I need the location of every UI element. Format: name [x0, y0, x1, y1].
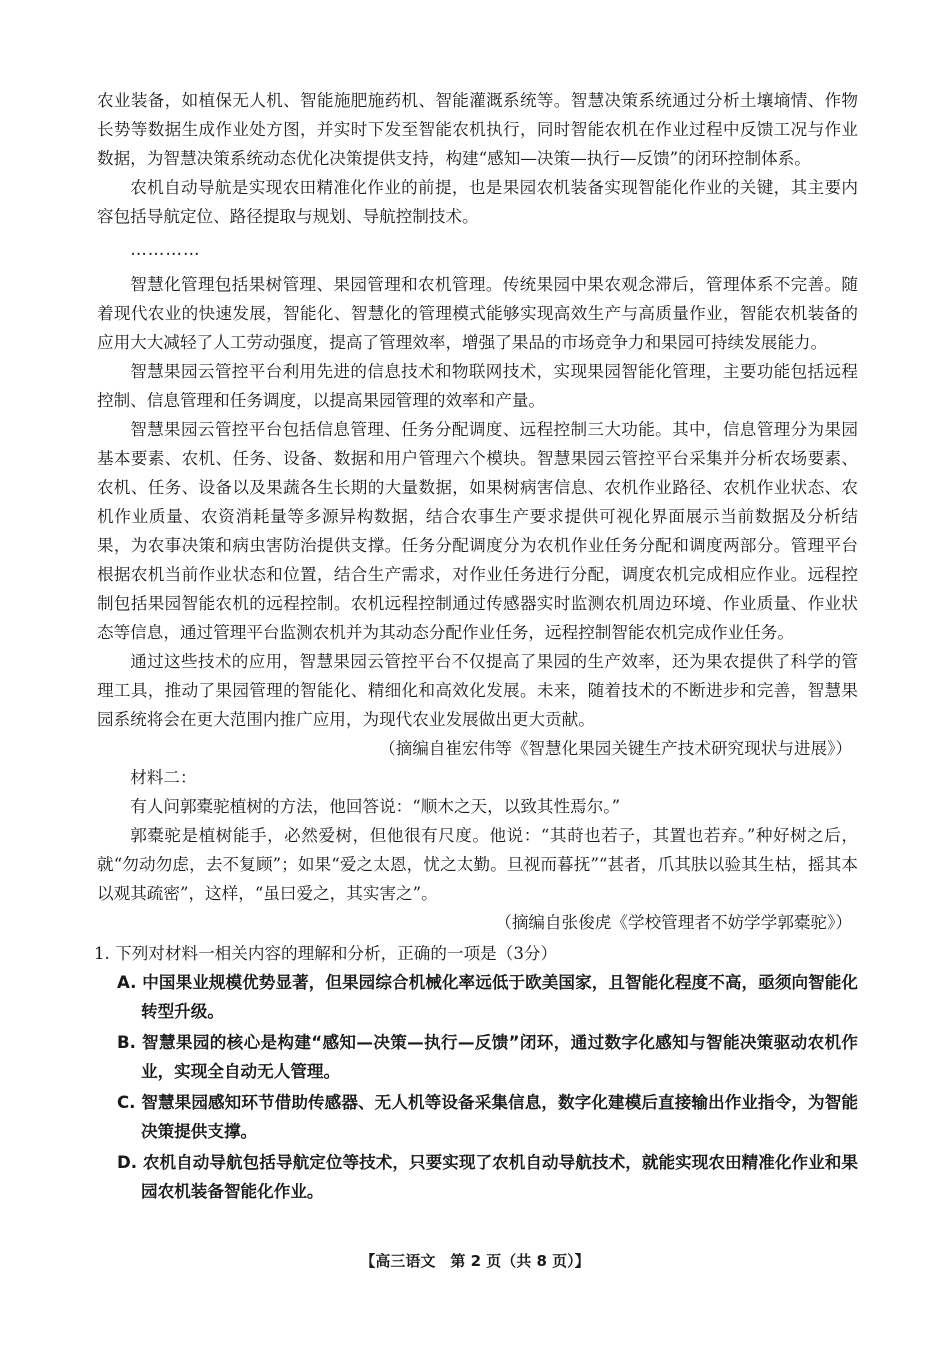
material1-paragraph: 智慧果园云管控平台包括信息管理、任务分配调度、远程控制三大功能。其中，信息管理分为果园基本要素、农机、任务、设备、数据和用户管理六个模块。智慧果园云管控平台采集并分析农场要素、农机、任务、设备以及果蔬各生长期的大量数据，如果树病害信息、农机作业路径、农机作业状态、农机作业质量、农资消耗量等多源异构数据，结合农事生产要求提供可视化界面展示当前数据及分析结果，为农事决策和病虫害防治提供支撑。任务分配调度分为农机作业任务分配和调度两部分。管理平台根据农机当前作业状态和位置，结合生产需求，对作业任务进行分配，调度农机完成相应作业。远程控制包括果园智能农机的远程控制。农机远程控制通过传感器实时监测农机周边环境、作业质量、作业状态等信息，通过管理平台监测农机并为其动态分配作业任务，远程控制智能农机完成作业任务。	[97, 420, 858, 642]
option-c[interactable]: C. 智慧果园感知环节借助传感器、无人机等设备采集信息，数字化建模后直接输出作业指令，为智能决策提供支撑。	[117, 1093, 858, 1141]
material2-paragraph: 有人问郭橐驼植树的方法，他回答说：“顺木之天，以致其性焉尔。”	[130, 797, 621, 816]
material2-title: 材料二：	[130, 768, 197, 787]
question-stem: 1. 下列对材料一相关内容的理解和分析，正确的一项是（3分）	[94, 944, 558, 963]
material1-paragraph: 通过这些技术的应用，智慧果园云管控平台不仅提高了果园的生产效率，还为果农提供了科学的管理工具，推动了果园管理的智能化、精细化和高效化发展。未来，随着技术的不断进步和完善，智慧果园系统将会在更大范围内推广应用，为现代农业发展做出更大贡献。	[97, 652, 858, 729]
option-b[interactable]: B. 智慧果园的核心是构建“感知—决策—执行—反馈”闭环，通过数字化感知与智能决策驱动农机作业，实现全自动无人管理。	[117, 1033, 858, 1081]
material1-paragraph: 农业装备，如植保无人机、智能施肥施药机、智能灌溉系统等。智慧决策系统通过分析土壤墒情、作物长势等数据生成作业处方图，并实时下发至智能农机执行，同时智能农机在作业过程中反馈工况与作业数据，为智慧决策系统动态优化决策提供支持，构建“感知—决策—执行—反馈”的闭环控制体系。	[97, 91, 858, 168]
material1-paragraph: 智慧果园云管控平台利用先进的信息技术和物联网技术，实现果园智能化管理，主要功能包括远程控制、信息管理和任务调度，以提高果园管理的效率和产量。	[97, 362, 858, 410]
page-footer: 【高三语文 第 2 页（共 8 页）】	[360, 1252, 590, 1270]
material1-paragraph: 农机自动导航是实现农田精准化作业的前提，也是果园农机装备实现智能化作业的关键，其主要内容包括导航定位、路径提取与规划、导航控制技术。	[97, 178, 858, 226]
option-d[interactable]: D. 农机自动导航包括导航定位等技术，只要实现了农机自动导航技术，就能实现农田精准化作业和果园农机装备智能化作业。	[117, 1153, 858, 1201]
omission-ellipsis: …………	[130, 240, 201, 259]
option-a[interactable]: A. 中国果业规模优势显著，但果园综合机械化率远低于欧美国家，且智能化程度不高，亟须向智能化转型升级。	[117, 973, 858, 1021]
material2-source: （摘编自张俊虎《学校管理者不妨学学郭橐驼》）	[495, 913, 852, 932]
material2-paragraph: 郭橐驼是植树能手，必然爱树，但他很有尺度。他说：“其莳也若子，其置也若弃。”种好树之后，就“勿动勿虑，去不复顾”；如果“爱之太恩，忧之太勤。旦视而暮抚”“甚者，爪其肤以验其生枯，摇其本以观其疏密”，这样，“虽曰爱之，其实害之”。	[97, 826, 858, 903]
question-1	[94, 939, 858, 1206]
material1-source: （摘编自崔宏伟等《智慧化果园关键生产技术研究现状与进展》）	[379, 739, 852, 758]
material1-paragraph: 智慧化管理包括果树管理、果园管理和农机管理。传统果园中果农观念滞后，管理体系不完善。随着现代农业的快速发展，智能化、智慧化的管理模式能够实现高效生产与高质量作业，智能农机装备的应用大大减轻了人工劳动强度，提高了管理效率，增强了果品的市场竞争力和果园可持续发展能力。	[97, 275, 858, 352]
